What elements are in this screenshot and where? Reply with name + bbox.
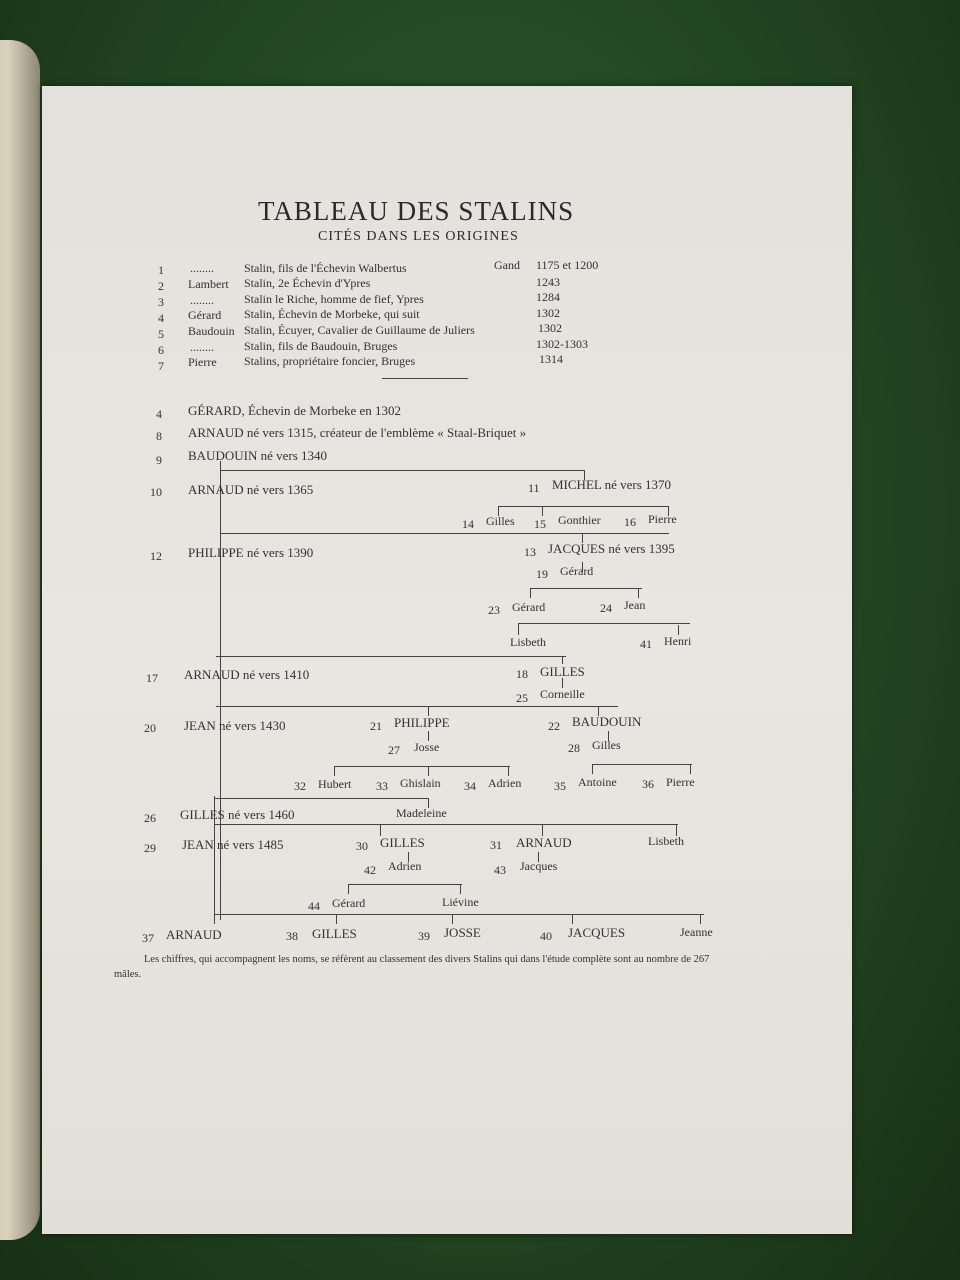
person-name: Jeanne [680,925,713,939]
origin-firstname: ........ [190,261,214,275]
person-name: JACQUES né vers 1395 [548,541,675,556]
branch-tick [452,914,453,924]
person-number: 22 [548,719,560,733]
branch-line [214,914,704,915]
person-name: Lisbeth [648,834,684,848]
person-name: Gérard [512,600,546,614]
person-name: Ghislain [400,776,441,790]
origin-date: 1175 et 1200 [536,258,599,272]
branch-line [348,884,462,885]
branch-line [216,706,618,707]
page-title: TABLEAU DES STALINS [258,196,575,226]
person-name: ARNAUD [166,927,222,942]
divider [382,378,468,379]
origin-firstname: Gérard [188,308,222,322]
origin-date: 1284 [536,290,560,304]
origin-number: 1 [158,263,164,277]
branch-tick [572,914,573,924]
person-name: BAUDOUIN né vers 1340 [188,448,328,463]
branch-line [498,506,668,507]
person-number: 35 [554,779,566,793]
person-name: Gonthier [558,513,601,527]
person-number: 16 [624,515,636,529]
person-number: 40 [540,929,552,943]
origin-description: Stalin, 2e Échevin d'Ypres [244,276,371,290]
branch-tick [700,914,701,924]
person-name: Jean [624,598,646,612]
page-subtitle: CITÉS DANS LES ORIGINES [318,229,519,244]
branch-tick [508,766,509,776]
person-number: 37 [142,931,154,945]
person-number: 4 [156,407,162,421]
origin-number: 5 [158,327,164,341]
person-number: 29 [144,841,156,855]
branch-line [220,533,669,534]
person-number: 13 [524,545,536,559]
branch-tick [428,766,429,776]
person-number: 33 [376,779,388,793]
origin-date: 1302-1303 [536,337,588,351]
person-name: Madeleine [396,806,447,820]
person-number: 18 [516,667,528,681]
origin-description: Stalin le Riche, homme de fief, Ypres [244,292,424,306]
person-number: 12 [150,549,162,563]
person-number: 20 [144,721,156,735]
branch-tick [638,588,639,598]
person-name: JEAN né vers 1430 [184,718,286,733]
origin-description: Stalins, propriétaire foncier, Bruges [244,354,416,368]
person-name: PHILIPPE né vers 1390 [188,545,314,560]
origin-number: 4 [158,311,164,325]
branch-tick [334,766,335,776]
person-number: 38 [286,929,298,943]
origin-firstname: Baudouin [188,324,235,338]
branch-line [334,766,510,767]
person-name: GÉRARD, Échevin de Morbeke en 1302 [188,403,402,418]
person-number: 11 [528,481,540,495]
origin-firstname: Lambert [188,277,229,291]
origin-description: Stalin, Échevin de Morbeke, qui suit [244,307,420,321]
person-number: 8 [156,429,162,443]
person-number: 32 [294,779,306,793]
person-name: Henri [664,634,692,648]
branch-line [214,824,678,825]
person-name: Adrien [488,776,522,790]
person-number: 15 [534,517,546,531]
origin-firstname: Pierre [188,355,217,369]
branch-tick [460,884,461,894]
person-name: Gilles [592,738,621,752]
origin-number: 2 [158,279,164,293]
person-name: GILLES [540,664,585,679]
branch-tick [562,656,563,664]
origin-date: 1243 [536,275,560,289]
origin-number: 3 [158,295,164,309]
person-number: 14 [462,517,474,531]
origin-date: 1302 [536,306,560,320]
person-name: Lisbeth [510,635,546,649]
origin-place: Gand [494,258,520,272]
origin-description: Stalin, fils de Baudouin, Bruges [244,339,398,353]
person-number: 19 [536,567,548,581]
person-number: 26 [144,811,156,825]
branch-tick [518,623,519,635]
person-name: JOSSE [444,925,481,940]
branch-tick [530,588,531,598]
branch-line [518,623,690,624]
person-name: GILLES [312,926,357,941]
origin-date: 1302 [538,321,562,335]
person-name: Jacques [520,859,558,873]
branch-tick [348,884,349,894]
person-name: JACQUES [568,925,626,940]
origin-number: 7 [158,359,164,373]
person-number: 41 [640,637,652,651]
person-name: Hubert [318,777,352,791]
footnote: Les chiffres, qui accompagnent les noms, se réfèrent au classement des divers Stalins qui dans l'étude complète sont au nombre de 267 mâles. [114,954,710,981]
branch-tick [592,764,593,774]
person-name: GILLES [380,835,425,850]
person-name: Liévine [442,895,479,909]
branch-tick [336,914,337,924]
person-name: ARNAUD né vers 1365 [188,482,314,497]
person-name: Gérard [332,896,366,910]
person-name: ARNAUD [516,835,572,850]
person-name: Adrien [388,859,422,873]
person-number: 28 [568,741,580,755]
person-number: 43 [494,863,506,877]
person-number: 9 [156,453,162,467]
facing-page-edge [0,40,40,1240]
branch-line [216,656,566,657]
branch-tick [542,506,543,516]
person-name: ARNAUD né vers 1410 [184,667,310,682]
person-number: 36 [642,777,654,791]
origin-firstname: ........ [190,293,214,307]
book-page [42,86,852,1234]
person-name: GILLES né vers 1460 [180,807,295,822]
person-number: 25 [516,691,528,705]
person-name: Josse [414,740,440,754]
person-name: BAUDOUIN [572,714,642,729]
person-number: 30 [356,839,368,853]
person-name: PHILIPPE [394,715,450,730]
person-number: 24 [600,601,612,615]
person-name: Pierre [648,512,677,526]
person-number: 44 [308,899,320,913]
person-number: 34 [464,779,476,793]
origin-firstname: ........ [190,340,214,354]
person-name: Pierre [666,775,695,789]
person-number: 42 [364,863,376,877]
origin-date: 1314 [539,352,563,366]
branch-line [214,798,428,799]
person-name: Gilles [486,514,515,528]
person-number: 39 [418,929,430,943]
person-number: 17 [146,671,158,685]
person-number: 10 [150,485,162,499]
person-name: Gérard [560,564,594,578]
person-name: ARNAUD né vers 1315, créateur de l'emblème « Staal-Briquet » [188,425,527,440]
branch-line [220,470,584,471]
person-name: JEAN né vers 1485 [182,837,284,852]
person-name: Corneille [540,687,585,701]
origin-description: Stalin, Écuyer, Cavalier de Guillaume de Juliers [244,323,475,337]
branch-line [592,764,692,765]
person-number: 31 [490,838,502,852]
person-name: MICHEL né vers 1370 [552,477,672,492]
branch-line [530,588,642,589]
branch-tick [690,764,691,774]
person-number: 21 [370,719,382,733]
origin-description: Stalin, fils de l'Échevin Walbertus [244,261,407,275]
person-number: 27 [388,743,400,757]
person-name: Antoine [578,775,617,789]
origin-number: 6 [158,343,164,357]
person-number: 23 [488,603,500,617]
